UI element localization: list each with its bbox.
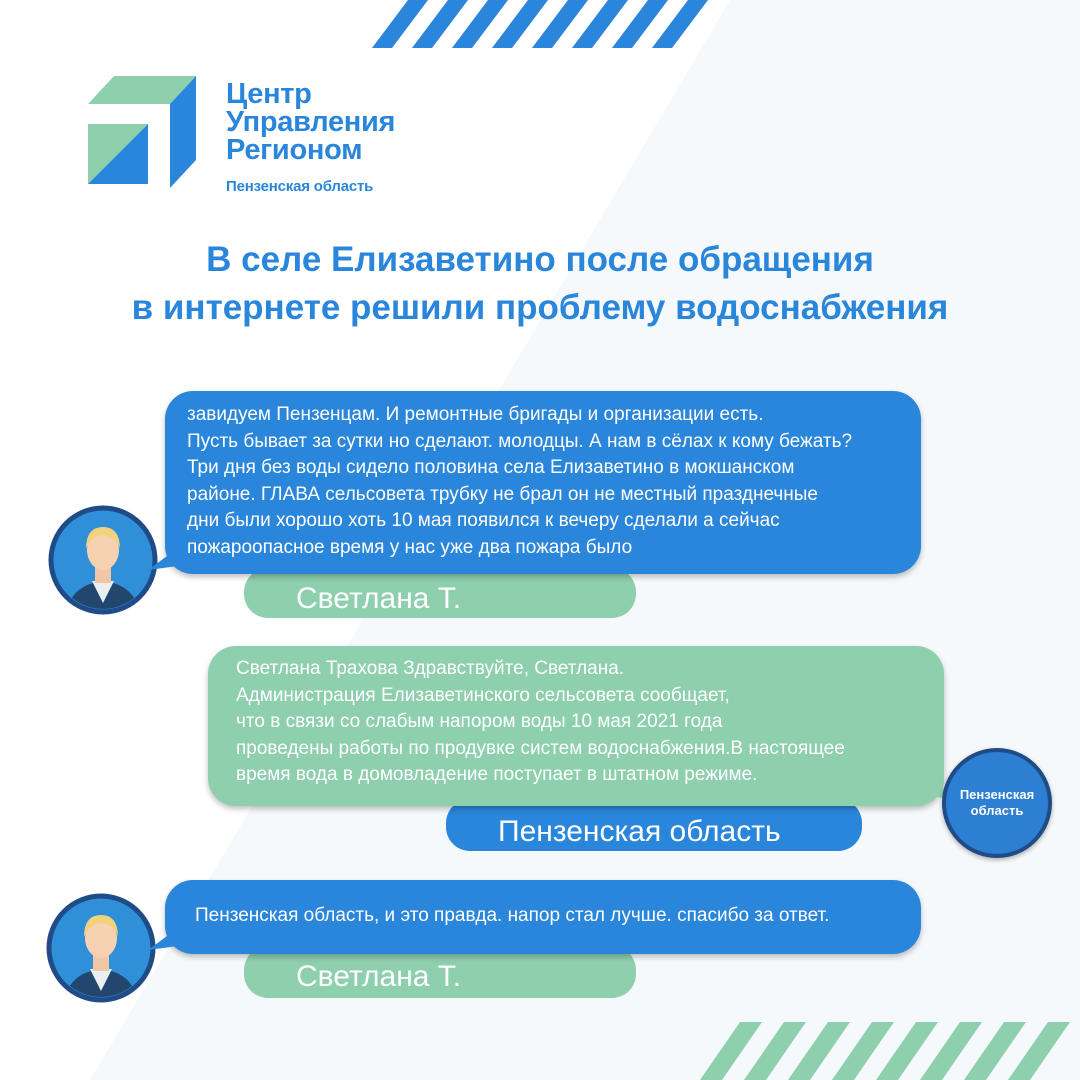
message-bubble: [165, 391, 921, 574]
region-badge-label: Пензенская область: [959, 787, 1035, 818]
logo-line-1: Центр: [226, 78, 312, 110]
headline: [0, 236, 1080, 332]
logo-line-3: Регионом: [226, 134, 363, 166]
message-line: районе. ГЛАВА сельсовета трубку не брал он не местный празднечные: [187, 483, 818, 505]
author-name: Светлана Т.: [296, 582, 462, 615]
message-line: время вода в домовладение поступает в штатном режиме.: [236, 764, 758, 785]
avatar-icon: [46, 893, 156, 1003]
logo-mark-icon: [88, 76, 200, 188]
top-stripes: [360, 0, 720, 50]
author-name: Светлана Т.: [296, 960, 462, 993]
author-name-pill: [446, 799, 862, 851]
avatar-icon: [48, 505, 158, 615]
message-line: дни были хорошо хоть 10 мая появился к вечеру сделали а сейчас: [187, 510, 780, 531]
logo: [88, 76, 396, 196]
message-bubble: [208, 646, 944, 806]
message-line: проведены работы по продувке систем водоснабжения.В настоящее: [236, 737, 845, 759]
headline-line-2: в интернете решили проблему водоснабжения: [131, 288, 949, 327]
message-line: пожароопасное время у нас уже два пожара было: [187, 536, 633, 558]
region-badge: [942, 748, 1052, 858]
headline-line-1: В селе Елизаветино после обращения: [206, 240, 874, 279]
author-name-pill: [244, 568, 636, 618]
message-line: Пусть бывает за сутки но сделают. молодцы. А нам в сёлах к кому бежать?: [187, 430, 853, 452]
message-line: Три дня без воды сидело половина села Елизаветино в мокшанском: [187, 457, 795, 478]
message-line: что в связи со слабым напором воды 10 мая 2021 года: [236, 711, 723, 732]
logo-region: Пензенская область: [226, 178, 374, 195]
message-line: Пензенская область, и это правда. напор стал лучше. спасибо за ответ.: [195, 905, 830, 926]
bottom-stripes: [700, 1022, 1080, 1080]
message-line: завидуем Пензенцам. И ремонтные бригады и организации есть.: [187, 404, 764, 425]
author-name: Пензенская область: [498, 815, 781, 848]
message-line: Администрация Елизаветинского сельсовета сообщает,: [236, 684, 730, 706]
bubble-tail: [148, 548, 178, 574]
logo-line-2: Управления: [226, 106, 396, 138]
message-line: Светлана Трахова Здравствуйте, Светлана.: [236, 658, 625, 679]
message-bubble: [165, 880, 921, 954]
logo-text: [226, 80, 395, 195]
bubble-tail: [148, 928, 178, 954]
